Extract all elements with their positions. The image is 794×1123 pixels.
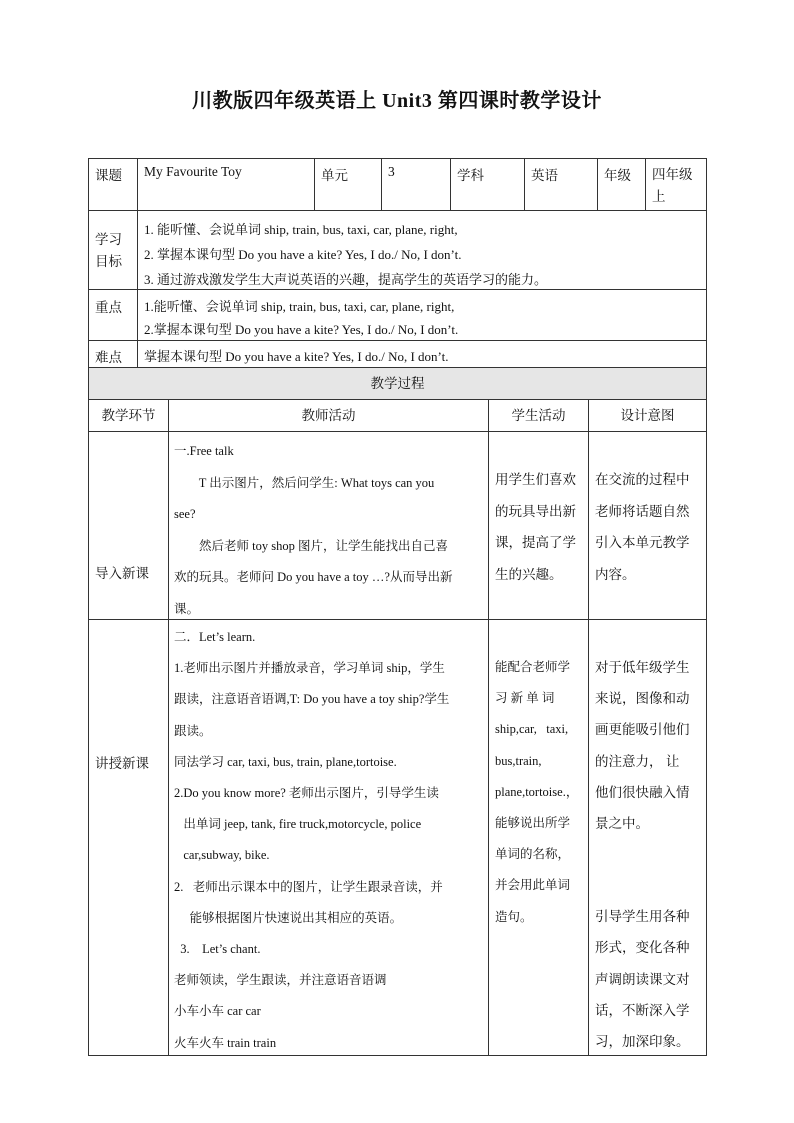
- goals-list: [137, 210, 707, 290]
- unit-label: 单元: [314, 158, 382, 211]
- col-teacher-header: 教师活动: [168, 399, 489, 432]
- intent-line: 内容。: [595, 566, 636, 582]
- teacher-line: 2.Do you know more? 老师出示图片，引导学生读: [174, 786, 439, 801]
- subject-value: 英语: [524, 158, 598, 211]
- teacher-line: 出单词 jeep, tank, fire truck,motorcycle, police: [174, 817, 422, 832]
- teacher-line: T 出示图片，然后问学生: What toys can you: [174, 475, 435, 490]
- topic-label: 课题: [88, 158, 138, 211]
- keypoints-list: [137, 289, 707, 341]
- student-line: 单词的名称，: [495, 847, 571, 862]
- col-intent-header: 设计意图: [588, 399, 707, 432]
- teacher-line: 小车小车 car car: [174, 1004, 261, 1019]
- teacher-line: 2. 老师出示课本中的图片，让学生跟录音读，并: [174, 879, 443, 894]
- intent-line: 的注意力， 让: [595, 753, 680, 769]
- goals-label-line-2: 目标: [95, 254, 122, 269]
- intent-line: 老师将话题自然: [595, 503, 690, 519]
- teacher-line: see?: [174, 507, 196, 521]
- teacher-line: car,subway, bike.: [174, 848, 270, 863]
- teacher-line: 课。: [174, 601, 200, 616]
- teacher-line: 能够根据图片快速说出其相应的英语。: [174, 910, 403, 925]
- goals-label: [88, 210, 138, 290]
- grade-value-line-2: 上: [652, 189, 666, 204]
- grade-value: [645, 158, 707, 211]
- intent-line: 在交流的过程中: [595, 472, 690, 487]
- process-header: 教学过程: [88, 367, 707, 400]
- teacher-line: 欢的玩具。老师问 Do you have a toy …?从而导出新: [174, 570, 453, 584]
- student-line: 能够说出所学: [495, 816, 571, 831]
- intent-line: 形式，变化各种: [595, 940, 690, 956]
- goal-item: 2. 掌握本课句型 Do you have a kite? Yes, I do./ No, I don’t.: [144, 247, 462, 262]
- intent-line: 景之中。: [595, 816, 649, 832]
- intent-line: 引入本单元教学: [595, 535, 690, 550]
- keypoints-label: 重点: [88, 289, 138, 341]
- teacher-line: 跟读。: [174, 723, 212, 738]
- grade-label: 年级: [597, 158, 646, 211]
- student-line: plane,tortoise.，: [495, 784, 579, 799]
- student-line: 用学生们喜欢: [495, 472, 576, 487]
- teacher-line: 二．Let’s learn.: [174, 630, 256, 644]
- teacher-line: 1.老师出示图片并播放录音，学习单词 ship，学生: [174, 661, 445, 676]
- teacher-line: 同法学习 car, taxi, bus, train, plane,tortoise.: [174, 754, 397, 769]
- document-title: 川教版四年级英语上 Unit3 第四课时教学设计: [192, 90, 602, 112]
- student-line: 能配合老师学: [495, 660, 571, 674]
- teacher-activity-intro: [168, 431, 489, 620]
- intent-line: 他们很快融入情: [595, 784, 690, 800]
- goals-label-line-1: 学习: [95, 232, 122, 247]
- intent-teaching: [588, 619, 707, 1056]
- student-line: ship,car, taxi,: [495, 722, 569, 737]
- stage-teaching: 讲授新课: [88, 619, 169, 1056]
- intent-spacer: [595, 839, 700, 901]
- goal-item: 1. 能听懂、会说单词 ship, train, bus, taxi, car, plane, right,: [144, 222, 458, 237]
- subject-label: 学科: [450, 158, 525, 211]
- intent-line: 画更能吸引他们: [595, 722, 690, 738]
- student-line: 造句。: [495, 909, 533, 924]
- difficulty-label: 难点: [88, 340, 138, 368]
- teacher-line: 跟读，注意语音语调,T: Do you have a toy ship?学生: [174, 692, 450, 707]
- difficulty-text: 掌握本课句型 Do you have a kite? Yes, I do./ No, I don’t.: [137, 340, 707, 368]
- intent-line: 来说，图像和动: [595, 691, 690, 707]
- col-stage-header: 教学环节: [88, 399, 169, 432]
- student-line: 习 新 单 词: [495, 691, 555, 706]
- student-line: 生的兴趣。: [495, 566, 563, 582]
- student-line: 的玩具导出新: [495, 503, 576, 519]
- student-activity-intro: [488, 431, 589, 620]
- col-student-header: 学生活动: [488, 399, 589, 432]
- unit-value: 3: [381, 158, 451, 211]
- intent-line: 习，加深印象。: [595, 1034, 690, 1050]
- keypoint-item: 2.掌握本课句型 Do you have a kite? Yes, I do./ No, I don’t.: [144, 322, 459, 337]
- teacher-line: 老师领读，学生跟读，并注意语音语调: [174, 973, 387, 988]
- grade-value-line-1: 四年级: [652, 167, 693, 182]
- student-line: bus,train,: [495, 753, 542, 768]
- teacher-line: 火车火车 train train: [174, 1035, 277, 1050]
- teacher-activity-teaching: [168, 619, 489, 1056]
- goal-item: 3. 通过游戏激发学生大声说英语的兴趣，提高学生的英语学习的能力。: [144, 272, 548, 287]
- intent-line: 引导学生用各种: [595, 909, 690, 925]
- teacher-line: 一.Free talk: [174, 444, 234, 458]
- student-line: 并会用此单词: [495, 878, 571, 893]
- teacher-line: 3. Let’s chant.: [174, 942, 261, 957]
- student-line: 课，提高了学: [495, 535, 576, 550]
- intent-line: 对于低年级学生: [595, 660, 690, 675]
- student-activity-teaching: [488, 619, 589, 1056]
- topic-value: My Favourite Toy: [137, 158, 315, 211]
- stage-intro: 导入新课: [88, 431, 169, 620]
- keypoint-item: 1.能听懂、会说单词 ship, train, bus, taxi, car, plane, right,: [144, 299, 455, 314]
- teacher-line: 然后老师 toy shop 图片，让学生能找出自己喜: [174, 538, 448, 553]
- intent-intro: [588, 431, 707, 620]
- intent-line: 话，不断深入学: [595, 1002, 690, 1018]
- intent-line: 声调朗读课文对: [595, 971, 690, 987]
